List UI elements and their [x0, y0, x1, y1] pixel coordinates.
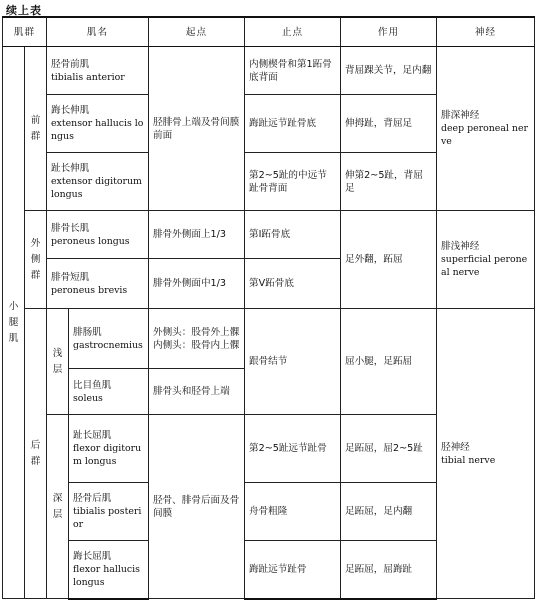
muscle-flexor-digitorum-longus — [69, 415, 149, 483]
origin-deep-shared: 胫骨、腓骨后面及骨间膜 — [149, 415, 245, 599]
action-cell: 伸第2~5趾，背屈足 — [341, 153, 437, 211]
nerve-en: superficial peroneal nerve — [441, 254, 528, 278]
muscle-en: tibialis anterior — [51, 71, 125, 83]
muscle-en: peroneus longus — [51, 235, 130, 247]
header-action: 作用 — [341, 17, 437, 47]
muscle-cn: 胫骨前肌 — [51, 58, 90, 70]
muscle-gastrocnemius — [69, 309, 149, 369]
table-caption: 续上表 — [6, 4, 42, 17]
insertion-cell: 内侧楔骨和第1跖骨底背面 — [245, 47, 341, 95]
region-label: 小腿肌 — [8, 300, 19, 344]
nerve-en: deep peroneal nerve — [441, 123, 528, 147]
muscle-extensor-digitorum-longus — [47, 153, 149, 211]
muscle-soleus — [69, 369, 149, 415]
insertion-cell: 第2~5趾的中远节趾骨背面 — [245, 153, 341, 211]
muscle-cn: 踇长伸肌 — [51, 105, 90, 116]
muscle-peroneus-brevis — [47, 259, 149, 309]
table-row — [3, 47, 535, 95]
header-muscle-name: 肌名 — [47, 17, 149, 47]
header-row — [3, 17, 535, 47]
muscle-tibialis-anterior — [47, 47, 149, 95]
group-lateral — [25, 211, 47, 309]
region-cell — [3, 47, 25, 599]
layer-deep — [47, 415, 69, 599]
insertion-cell: 第Ⅰ跖骨底 — [245, 211, 341, 259]
nerve-cn: 腓浅神经 — [441, 241, 480, 252]
header-origin: 起点 — [149, 17, 245, 47]
muscle-cn: 胫骨后肌 — [73, 493, 112, 504]
header-muscle-group: 肌群 — [3, 17, 47, 47]
group-posterior — [25, 309, 47, 599]
muscle-cn: 趾长伸肌 — [51, 163, 90, 174]
muscle-cn: 腓肠肌 — [73, 326, 102, 338]
muscle-cn: 腓骨短肌 — [51, 271, 90, 283]
origin-cell: 腓骨外侧面上1/3 — [149, 211, 245, 259]
muscle-cn: 趾长屈肌 — [73, 430, 112, 441]
table-row — [3, 309, 535, 369]
header-nerve: 神经 — [437, 17, 535, 47]
origin-cell: 腓骨头和胫骨上端 — [149, 369, 245, 415]
group-posterior-label: 后群 — [30, 439, 41, 467]
muscle-en: gastrocnemius — [73, 339, 143, 351]
nerve-cn: 胫神经 — [441, 441, 470, 453]
muscle-table — [2, 16, 535, 600]
muscle-en: peroneus brevis — [51, 284, 128, 296]
muscle-en: flexor hallucis longus — [73, 563, 140, 588]
muscle-flexor-hallucis-longus — [69, 541, 149, 599]
layer-superficial-label: 浅层 — [52, 347, 63, 375]
muscle-cn: 比目鱼肌 — [73, 379, 112, 391]
action-cell: 背屈踝关节，足内翻 — [341, 47, 437, 95]
insertion-cell: 舟骨粗隆 — [245, 483, 341, 541]
table-row — [3, 211, 535, 259]
insertion-cell: 踇趾远节趾骨底 — [245, 95, 341, 153]
muscle-en: extensor hallucis longus — [51, 118, 144, 142]
nerve-superficial-peroneal — [437, 211, 535, 309]
layer-superficial — [47, 309, 69, 415]
action-cell: 足跖屈，屈踇趾 — [341, 541, 437, 599]
action-cell: 足跖屈，屈2~5趾 — [341, 415, 437, 483]
muscle-cn: 踇长屈肌 — [73, 550, 112, 562]
insertion-triceps-shared: 跟骨结节 — [245, 309, 341, 415]
muscle-en: extensor digitorum longus — [51, 176, 142, 200]
muscle-cn: 腓骨长肌 — [51, 222, 90, 234]
muscle-peroneus-longus — [47, 211, 149, 259]
group-lateral-label: 外侧群 — [30, 237, 41, 281]
group-anterior-label: 前群 — [30, 114, 41, 142]
muscle-tibialis-posterior — [69, 483, 149, 541]
muscle-extensor-hallucis-longus — [47, 95, 149, 153]
header-insertion: 止点 — [245, 17, 341, 47]
nerve-tibial — [437, 309, 535, 599]
insertion-cell: 踇趾远节趾骨 — [245, 541, 341, 599]
action-cell: 伸拇趾，背屈足 — [341, 95, 437, 153]
insertion-cell: 第Ⅴ跖骨底 — [245, 259, 341, 309]
origin-cell: 外侧头：股骨外上髁 内侧头：股骨内上髁 — [149, 309, 245, 369]
action-triceps-shared: 屈小腿，足跖屈 — [341, 309, 437, 415]
layer-deep-label: 深层 — [52, 492, 63, 520]
muscle-en: flexor digitorum longus — [73, 443, 142, 467]
action-lateral-shared: 足外翻，跖屈 — [341, 211, 437, 309]
nerve-en: tibial nerve — [441, 454, 496, 466]
nerve-deep-peroneal — [437, 47, 535, 211]
group-anterior — [25, 47, 47, 211]
origin-anterior-shared: 胫腓骨上端及骨间膜前面 — [149, 47, 245, 211]
insertion-cell: 第2~5趾远节趾骨 — [245, 415, 341, 483]
action-cell: 足跖屈，足内翻 — [341, 483, 437, 541]
origin-cell: 腓骨外侧面中1/3 — [149, 259, 245, 309]
muscle-en: tibialis posterior — [73, 506, 142, 530]
muscle-en: soleus — [73, 392, 103, 404]
nerve-cn: 腓深神经 — [441, 110, 480, 121]
